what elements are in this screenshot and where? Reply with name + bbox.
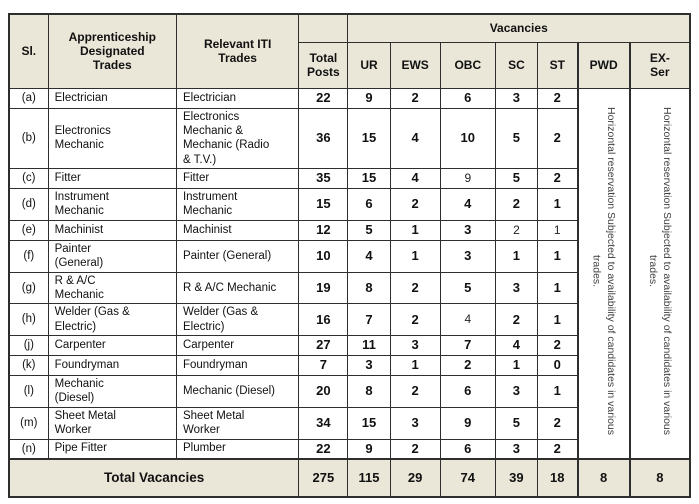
cell-sl: (e) [9, 220, 48, 240]
iti-trade-text: Carpenter [182, 339, 235, 352]
cell-sc: 3 [495, 88, 537, 108]
cell-sc: 3 [495, 439, 537, 459]
cell-sc: 2 [495, 189, 537, 221]
col-header-ur: UR [348, 42, 390, 88]
iti-trade-text: Mechanic (Diesel) [182, 385, 275, 398]
cell-sc: 4 [495, 336, 537, 356]
cell-designated-trade [48, 336, 176, 356]
cell-iti-trade [176, 439, 298, 459]
cell-st: 1 [537, 272, 577, 304]
cell-ews: 4 [390, 108, 440, 169]
cell-st: 0 [537, 356, 577, 376]
col-header-designated-trades: Apprenticeship Designated Trades [48, 14, 176, 88]
cell-iti-trade [176, 304, 298, 336]
cell-total-posts: 22 [299, 88, 348, 108]
cell-obc: 9 [440, 169, 495, 189]
col-group-header-vacancies: Vacancies [348, 14, 690, 42]
pwd-note-cell [578, 88, 630, 459]
cell-ews: 2 [390, 304, 440, 336]
iti-trade-text: Welder (Gas & Electric) [182, 306, 259, 333]
vacancy-table-sheet [8, 13, 691, 498]
cell-ur: 15 [348, 108, 390, 169]
cell-st: 2 [537, 169, 577, 189]
total-ur: 115 [348, 459, 390, 497]
total-ews: 29 [390, 459, 440, 497]
ex-ser-note-cell [630, 88, 690, 459]
cell-designated-trade [48, 240, 176, 272]
cell-sl: (k) [9, 356, 48, 376]
col-header-sl: Sl. [9, 14, 48, 88]
cell-ur: 8 [348, 376, 390, 408]
cell-total-posts: 22 [299, 439, 348, 459]
iti-trade-text: Plumber [182, 442, 226, 455]
col-header-pwd: PWD [578, 42, 630, 88]
cell-iti-trade [176, 169, 298, 189]
cell-ews: 2 [390, 439, 440, 459]
cell-st: 1 [537, 376, 577, 408]
cell-sl: (n) [9, 439, 48, 459]
designated-trade-text: Painter (General) [54, 242, 104, 270]
cell-st: 2 [537, 336, 577, 356]
cell-obc: 5 [440, 272, 495, 304]
cell-total-posts: 16 [299, 304, 348, 336]
designated-trade-text: Welder (Gas & Electric) [54, 306, 130, 333]
cell-sl: (l) [9, 376, 48, 408]
total-st: 18 [537, 459, 577, 497]
cell-sl: (f) [9, 240, 48, 272]
designated-trade-text: Foundryman [54, 359, 120, 372]
cell-ews: 1 [390, 220, 440, 240]
table-row [9, 88, 690, 108]
cell-ews: 2 [390, 88, 440, 108]
cell-total-posts: 15 [299, 189, 348, 221]
cell-obc: 7 [440, 336, 495, 356]
designated-trade-text: Electrician [54, 91, 108, 104]
iti-trade-text: Sheet Metal Worker [182, 409, 245, 437]
cell-st: 1 [537, 240, 577, 272]
cell-sl: (b) [9, 108, 48, 169]
cell-obc: 6 [440, 439, 495, 459]
total-pwd: 8 [578, 459, 630, 497]
cell-designated-trade [48, 407, 176, 439]
total-obc: 74 [440, 459, 495, 497]
designated-trade-text: R & A/C Mechanic [54, 274, 104, 301]
cell-sc: 3 [495, 272, 537, 304]
cell-ur: 8 [348, 272, 390, 304]
cell-sc: 3 [495, 376, 537, 408]
cell-designated-trade [48, 169, 176, 189]
cell-ews: 1 [390, 356, 440, 376]
cell-total-posts: 34 [299, 407, 348, 439]
col-header-sc: SC [495, 42, 537, 88]
cell-designated-trade [48, 220, 176, 240]
cell-sc: 1 [495, 356, 537, 376]
total-sc: 39 [495, 459, 537, 497]
cell-designated-trade [48, 304, 176, 336]
cell-designated-trade [48, 376, 176, 408]
designated-trade-text: Electronics Mechanic [54, 124, 111, 152]
cell-obc: 4 [440, 304, 495, 336]
cell-obc: 9 [440, 407, 495, 439]
cell-sc: 2 [495, 220, 537, 240]
cell-designated-trade [48, 189, 176, 221]
cell-iti-trade [176, 108, 298, 169]
iti-trade-text: Electrician [182, 91, 237, 104]
cell-obc: 2 [440, 356, 495, 376]
cell-ur: 6 [348, 189, 390, 221]
cell-iti-trade [176, 88, 298, 108]
cell-st: 2 [537, 108, 577, 169]
cell-designated-trade [48, 272, 176, 304]
cell-sl: (a) [9, 88, 48, 108]
total-ex-ser: 8 [630, 459, 690, 497]
iti-trade-text: Fitter [182, 172, 210, 185]
cell-obc: 10 [440, 108, 495, 169]
total-vacancies-label: Total Vacancies [9, 459, 299, 497]
cell-obc: 6 [440, 88, 495, 108]
cell-iti-trade [176, 240, 298, 272]
cell-ur: 15 [348, 407, 390, 439]
table-body [9, 88, 690, 459]
col-header-obc: OBC [440, 42, 495, 88]
cell-iti-trade [176, 272, 298, 304]
cell-total-posts: 12 [299, 220, 348, 240]
designated-trade-text: Fitter [54, 172, 81, 185]
cell-sc: 1 [495, 240, 537, 272]
iti-trade-text: Electronics Mechanic & Mechanic (Radio & T.V.) [182, 110, 270, 166]
cell-ur: 4 [348, 240, 390, 272]
cell-sl: (m) [9, 407, 48, 439]
col-header-total-posts: Total Posts [299, 42, 348, 88]
cell-ur: 7 [348, 304, 390, 336]
iti-trade-text: Painter (General) [182, 249, 272, 262]
cell-ur: 3 [348, 356, 390, 376]
cell-ews: 2 [390, 189, 440, 221]
cell-designated-trade [48, 88, 176, 108]
cell-sl: (h) [9, 304, 48, 336]
cell-ews: 2 [390, 272, 440, 304]
table-header [9, 14, 690, 88]
cell-ur: 15 [348, 169, 390, 189]
designated-trade-text: Machinist [54, 223, 104, 236]
cell-sc: 5 [495, 407, 537, 439]
cell-sl: (c) [9, 169, 48, 189]
cell-st: 2 [537, 439, 577, 459]
cell-designated-trade [48, 439, 176, 459]
cell-ews: 4 [390, 169, 440, 189]
cell-sc: 5 [495, 169, 537, 189]
header-empty-cell [299, 14, 348, 42]
cell-designated-trade [48, 108, 176, 169]
iti-trade-text: R & A/C Mechanic [182, 281, 277, 294]
header-row-1 [9, 14, 690, 42]
pwd-note-text: Horizontal reservation Subjected to availability of candidates in various trades. [590, 107, 617, 436]
iti-trade-text: Foundryman [182, 359, 248, 372]
cell-sc: 2 [495, 304, 537, 336]
designated-trade-text: Pipe Fitter [54, 442, 108, 455]
cell-iti-trade [176, 407, 298, 439]
iti-trade-text: Instrument Mechanic [182, 191, 238, 218]
designated-trade-text: Sheet Metal Worker [54, 409, 116, 437]
cell-iti-trade [176, 220, 298, 240]
iti-trade-text: Machinist [182, 223, 232, 236]
cell-st: 2 [537, 407, 577, 439]
cell-sl: (d) [9, 189, 48, 221]
col-header-st: ST [537, 42, 577, 88]
cell-total-posts: 10 [299, 240, 348, 272]
cell-obc: 6 [440, 376, 495, 408]
cell-total-posts: 19 [299, 272, 348, 304]
vacancy-table [8, 13, 691, 498]
cell-obc: 3 [440, 240, 495, 272]
cell-total-posts: 20 [299, 376, 348, 408]
cell-total-posts: 36 [299, 108, 348, 169]
cell-st: 1 [537, 189, 577, 221]
cell-sl: (j) [9, 336, 48, 356]
total-posts-sum: 275 [299, 459, 348, 497]
designated-trade-text: Carpenter [54, 339, 106, 352]
cell-obc: 4 [440, 189, 495, 221]
cell-obc: 3 [440, 220, 495, 240]
cell-total-posts: 35 [299, 169, 348, 189]
cell-st: 1 [537, 220, 577, 240]
cell-ews: 3 [390, 407, 440, 439]
cell-ews: 3 [390, 336, 440, 356]
cell-st: 2 [537, 88, 577, 108]
cell-designated-trade [48, 356, 176, 376]
col-header-ews: EWS [390, 42, 440, 88]
cell-ews: 2 [390, 376, 440, 408]
col-header-iti-trades: Relevant ITI Trades [176, 14, 298, 88]
cell-ur: 5 [348, 220, 390, 240]
cell-ur: 9 [348, 439, 390, 459]
cell-sc: 5 [495, 108, 537, 169]
designated-trade-text: Mechanic (Diesel) [54, 378, 104, 405]
cell-total-posts: 7 [299, 356, 348, 376]
cell-st: 1 [537, 304, 577, 336]
ex-ser-note-text: Horizontal reservation Subjected to availability of candidates in various trades. [646, 107, 674, 436]
cell-total-posts: 27 [299, 336, 348, 356]
cell-iti-trade [176, 189, 298, 221]
cell-ur: 9 [348, 88, 390, 108]
cell-iti-trade [176, 376, 298, 408]
cell-sl: (g) [9, 272, 48, 304]
designated-trade-text: Instrument Mechanic [54, 191, 109, 218]
col-header-ex-ser: EX-Ser [630, 42, 690, 88]
total-vacancies-row [9, 459, 690, 497]
cell-iti-trade [176, 336, 298, 356]
cell-ur: 11 [348, 336, 390, 356]
cell-ews: 1 [390, 240, 440, 272]
cell-iti-trade [176, 356, 298, 376]
